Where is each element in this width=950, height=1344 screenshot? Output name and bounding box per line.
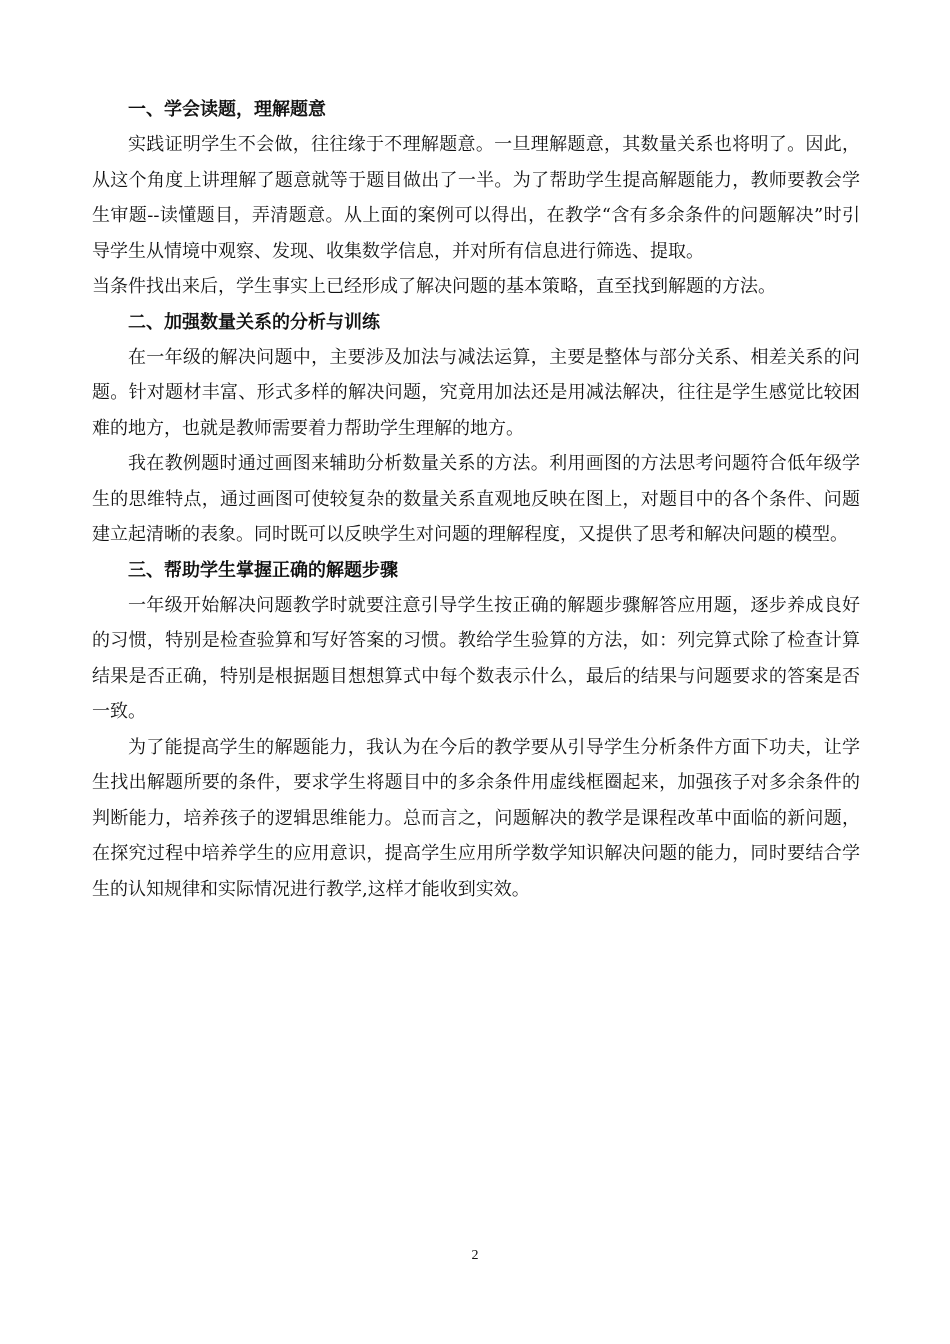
paragraph-1-2: 当条件找出来后，学生事实上已经形成了解决问题的基本策略，直至找到解题的方法。 <box>92 276 776 297</box>
paragraph-1-1: 实践证明学生不会做，往往缘于不理解题意。一旦理解题意，其数量关系也将明了。因此，从这个角度上讲理解了题意就等于题目做出了一半。为了帮助学生提高解题能力，教师要教会学生审题--读懂题目，弄清题意。从上面的案例可以得出，在教学“含有多余条件的问题解决”时引导学生从情境中观察、发现、收集数学信息，并对所有信息进行筛选、提取。 <box>92 134 860 262</box>
paragraph-2-1: 在一年级的解决问题中，主要涉及加法与减法运算，主要是整体与部分关系、相差关系的问题。针对题材丰富、形式多样的解决问题，究竟用加法还是用减法解决，往往是学生感觉比较困难的地方，也就是教师需要着力帮助学生理解的地方。 <box>92 346 860 439</box>
paragraph-3-1: 一年级开始解决问题教学时就要注意引导学生按正确的解题步骤解答应用题，逐步养成良好的习惯，特别是检查验算和写好答案的习惯。教给学生验算的方法，如：列完算式除了检查计算结果是否正确，特别是根据题目想想算式中每个数表示什么，最后的结果与问题要求的答案是否一致。 <box>92 594 860 722</box>
paragraph-3-2: 为了能提高学生的解题能力，我认为在今后的教学要从引导学生分析条件方面下功夫，让学生找出解题所要的条件，要求学生将题目中的多余条件用虚线框圈起来，加强孩子对多余条件的判断能力，培养孩子的逻辑思维能力。总而言之，问题解决的教学是课程改革中面临的新问题，在探究过程中培养学生的应用意识，提高学生应用所学数学知识解决问题的能力，同时要结合学生的认知规律和实际情况进行教学,这样才能收到实效。 <box>92 736 860 900</box>
section-heading-3: 三、帮助学生掌握正确的解题步骤 <box>128 559 398 581</box>
page-number: 2 <box>471 1248 479 1263</box>
document-body <box>92 92 860 907</box>
section-heading-1: 一、学会读题，理解题意 <box>128 99 326 120</box>
section-heading-2: 二、加强数量关系的分析与训练 <box>128 311 380 333</box>
paragraph-2-2: 我在教例题时通过画图来辅助分析数量关系的方法。利用画图的方法思考问题符合低年级学生的思维特点，通过画图可使较复杂的数量关系直观地反映在图上，对题目中的各个条件、问题建立起清晰的表象。同时既可以反映学生对问题的理解程度，又提供了思考和解决问题的模型。 <box>92 453 860 545</box>
